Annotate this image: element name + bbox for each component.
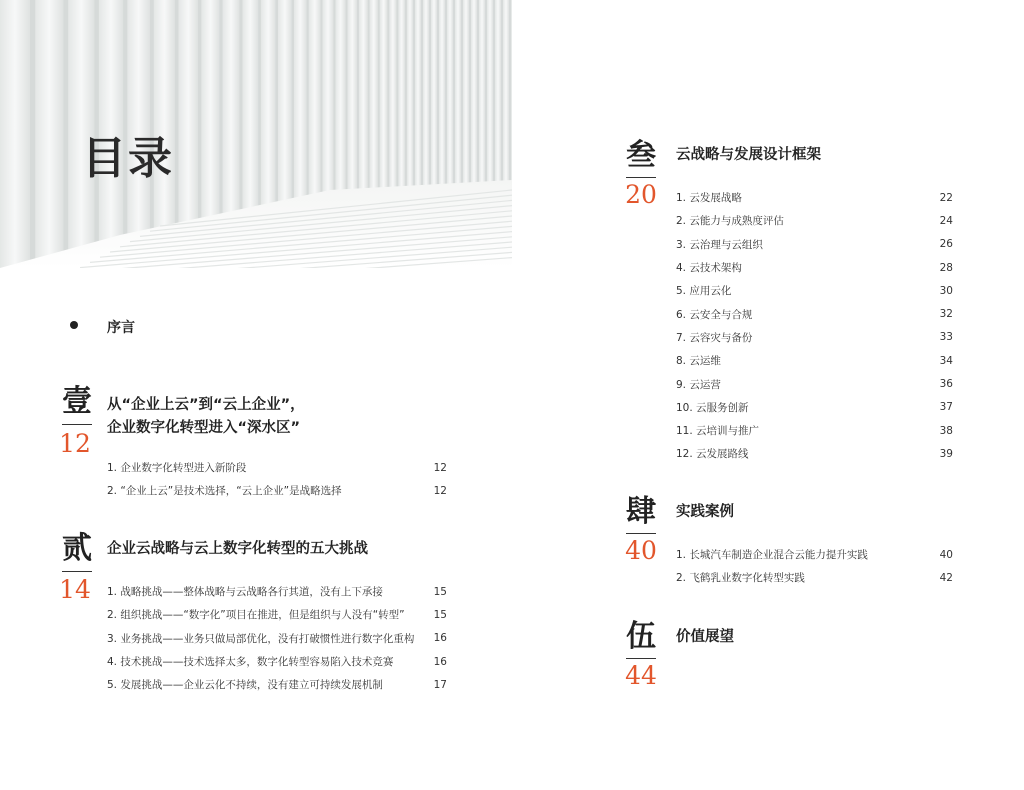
toc-item[interactable]: 2. 云能力与成熟度评估 24: [676, 214, 953, 228]
toc-item[interactable]: 9. 云运营 36: [676, 378, 953, 391]
toc-item[interactable]: 8. 云运维 34: [676, 354, 953, 368]
chapter-divider: [626, 533, 656, 534]
chapter-divider: [62, 424, 92, 425]
toc-item[interactable]: 7. 云容灾与备份 33: [676, 331, 953, 344]
toc-item[interactable]: 12. 云发展路线 39: [676, 447, 953, 461]
chapter-item-list: [107, 456, 447, 503]
chapter-title[interactable]: [676, 501, 734, 524]
chapter-title[interactable]: [676, 626, 734, 649]
chapter-numeral: 伍: [626, 619, 656, 654]
toc-item[interactable]: 5. 应用云化 30: [676, 284, 953, 298]
toc-item[interactable]: 4. 技术挑战——技术选择太多，数字化转型容易陷入技术竞赛 16: [107, 655, 447, 669]
toc-item[interactable]: 5. 发展挑战——企业云化不持续，没有建立可持续发展机制 17: [107, 678, 447, 692]
toc-item[interactable]: 2. “企业上云”是技术选择，“云上企业”是战略选择 12: [107, 484, 447, 498]
chapter-page-number: 20: [625, 180, 657, 209]
chapter-page-number: 12: [59, 429, 91, 458]
toc-item[interactable]: 1. 企业数字化转型进入新阶段 12: [107, 461, 447, 475]
toc-preface[interactable]: 序言: [107, 320, 135, 336]
chapter-divider: [626, 177, 656, 178]
chapter-title-line: 实践案例: [676, 504, 734, 520]
chapter-title-line: 云战略与发展设计框架: [676, 147, 821, 163]
toc-item[interactable]: 4. 云技术架构 28: [676, 261, 953, 275]
toc-item[interactable]: 3. 云治理与云组织 26: [676, 238, 953, 251]
chapter-numeral: 肆: [626, 494, 656, 529]
toc-item[interactable]: 1. 战略挑战——整体战略与云战略各行其道，没有上下承接 15: [107, 585, 447, 599]
toc-item[interactable]: 2. 组织挑战——“数字化”项目在推进，但是组织与人没有“转型” 15: [107, 608, 447, 622]
chapter-divider: [626, 658, 656, 659]
chapter-page-number: 14: [59, 575, 91, 604]
chapter-title[interactable]: [107, 538, 368, 561]
toc-item[interactable]: 3. 业务挑战——业务只做局部优化，没有打破惯性进行数字化重构 16: [107, 632, 447, 645]
hero-image: [0, 0, 512, 268]
toc-item[interactable]: 1. 云发展战略 22: [676, 191, 953, 205]
chapter-title-line: 从“企业上云”到“云上企业”，: [107, 397, 305, 413]
chapter-item-list: [107, 580, 447, 696]
chapter-title[interactable]: [676, 144, 821, 167]
chapter-title[interactable]: [107, 394, 305, 440]
chapter-numeral: 叁: [626, 138, 656, 173]
toc-item[interactable]: 2. 飞鹤乳业数字化转型实践 42: [676, 571, 953, 585]
chapter-title-line: 企业云战略与云上数字化转型的五大挑战: [107, 541, 368, 557]
chapter-page-number: 44: [625, 661, 657, 690]
chapter-item-list: [676, 186, 953, 466]
chapter-numeral: 壹: [62, 384, 92, 419]
toc-item[interactable]: 1. 长城汽车制造企业混合云能力提升实践 40: [676, 548, 953, 562]
chapter-page-number: 40: [625, 536, 657, 565]
toc-item[interactable]: 11. 云培训与推广 38: [676, 424, 953, 438]
chapter-title-line: 价值展望: [676, 629, 734, 645]
toc-item[interactable]: 6. 云安全与合规 32: [676, 308, 953, 321]
chapter-numeral: 贰: [62, 531, 92, 566]
chapter-title-line: 企业数字化转型进入“深水区”: [107, 420, 301, 436]
toc-item[interactable]: 10. 云服务创新 37: [676, 401, 953, 414]
chapter-divider: [62, 571, 92, 572]
preface-bullet: [70, 321, 78, 329]
chapter-item-list: [676, 543, 953, 590]
page-title: 目录: [82, 133, 174, 184]
